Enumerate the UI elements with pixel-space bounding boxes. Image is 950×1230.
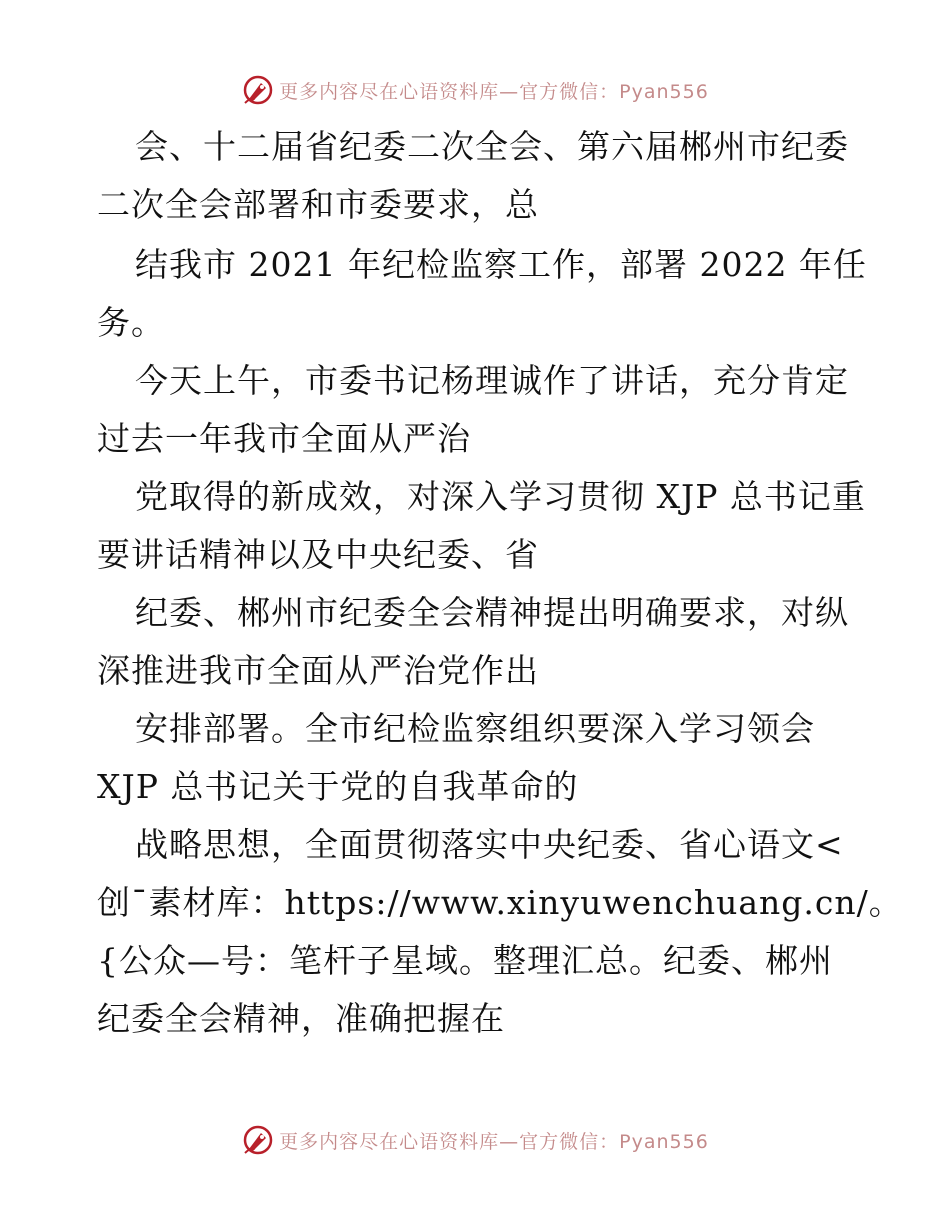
body-line-5: 今天上午，市委书记杨理诚作了讲话，充分肯定 xyxy=(135,361,849,400)
body-line-9: 纪委、郴州市纪委全会精神提出明确要求，对纵 xyxy=(135,593,849,632)
body-line-16: 纪委全会精神，准确把握在 xyxy=(97,999,505,1038)
pen-nib-logo-icon xyxy=(241,1123,275,1157)
header-banner xyxy=(0,70,950,110)
body-line-4: 务。 xyxy=(97,303,165,342)
body-line-12: XJP 总书记关于党的自我革命的 xyxy=(97,767,579,806)
body-line-1: 会、十二届省纪委二次全会、第六届郴州市纪委 xyxy=(135,127,849,166)
body-line-8: 要讲话精神以及中央纪委、省 xyxy=(97,535,539,574)
body-line-11: 安排部署。全市纪检监察组织要深入学习领会 xyxy=(135,709,815,748)
footer-banner xyxy=(0,1120,950,1160)
body-line-10: 深推进我市全面从严治党作出 xyxy=(97,651,539,690)
body-line-14: 创¯素材库：https://www.xinyuwenchuang.cn/。 xyxy=(97,883,903,922)
body-line-2: 二次全会部署和市委要求，总 xyxy=(97,185,539,224)
body-line-3: 结我市 2021 年纪检监察工作，部署 2022 年任 xyxy=(135,245,867,284)
footer-banner-text: 更多内容尽在心语资料库—官方微信：Pyan556 xyxy=(279,1130,709,1153)
body-line-6: 过去一年我市全面从严治 xyxy=(97,419,471,458)
body-line-7: 党取得的新成效，对深入学习贯彻 XJP 总书记重 xyxy=(135,477,866,516)
body-line-15: {公众—号：笔杆子星域。整理汇总。纪委、郴州 xyxy=(97,941,833,980)
pen-nib-logo-icon xyxy=(241,73,275,107)
header-banner-text: 更多内容尽在心语资料库—官方微信：Pyan556 xyxy=(279,80,709,103)
body-line-13: 战略思想，全面贯彻落实中央纪委、省心语文< xyxy=(135,825,844,864)
